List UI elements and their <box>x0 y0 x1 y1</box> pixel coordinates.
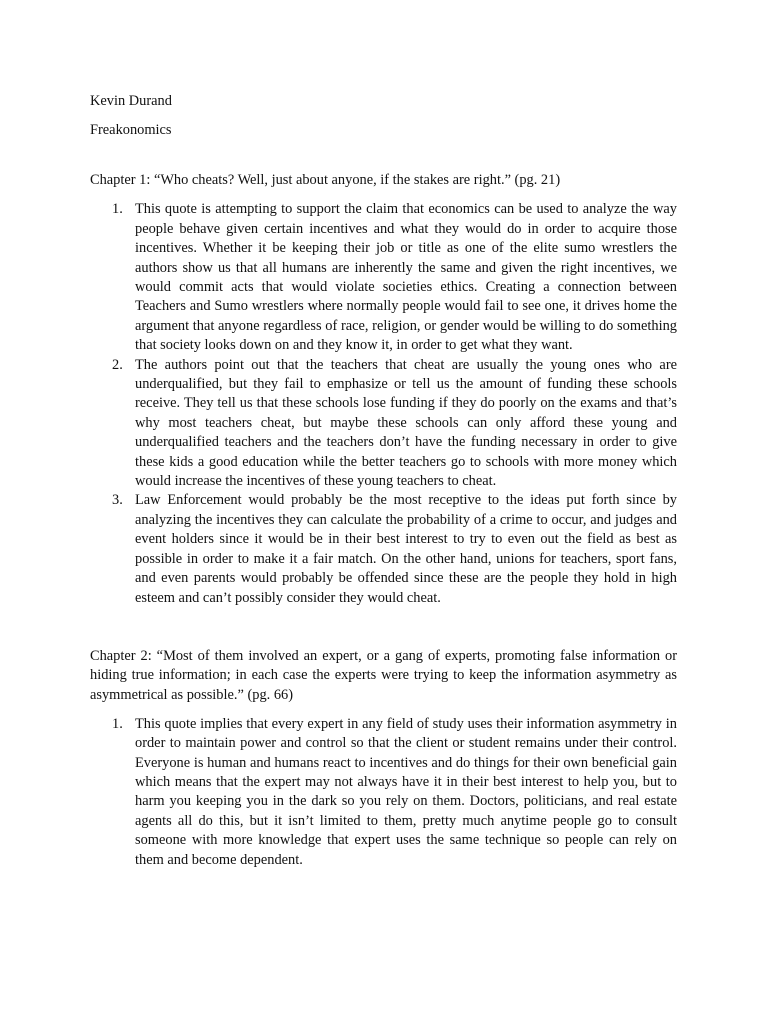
document-page <box>90 92 677 870</box>
list-number: 3. <box>112 492 123 509</box>
chapter-1-heading: Chapter 1: “Who cheats? Well, just about anyone, if the stakes are right.” (pg. 21) <box>90 172 561 189</box>
list-number: 2. <box>112 356 123 373</box>
chapter-1-answers <box>90 200 677 608</box>
list-item-text: Law Enforcement would probably be the most receptive to the ideas put forth since by analyzing the incentives they can calculate the probability of a crime to occur, and judges and event holders since it would be in their best interest to try to even out the field as best as possible in order to make it a fair match. On the other hand, unions for teachers, sport fans, and even parents would probably be offended since these are the people they hold in high esteem and can’t possibly consider they would cheat. <box>135 492 677 606</box>
chapter-2-heading: Chapter 2: “Most of them involved an expert, or a gang of experts, promoting false information or hiding true information; in each case the experts were trying to keep the information asymmetry as asymmetrical as possible.” (pg. 66) <box>90 647 677 703</box>
list-item <box>90 200 677 355</box>
list-item <box>90 356 677 492</box>
list-item <box>90 491 677 607</box>
list-number: 1. <box>112 201 123 218</box>
list-item-text: The authors point out that the teachers that cheat are usually the young ones who are underqualified, but they fail to emphasize or tell us the amount of funding these schools receive. They tell us that these schools lose funding if they do poorly on the exams and that’s why most teachers cheat, but maybe these schools can only afford these young and underqualified teachers and the teachers don’t have the funding necessary in order to give these kids a good education while the better teachers go to schools with more money which would increase the incentives of these young teachers to cheat. <box>135 356 677 490</box>
list-item-text: This quote implies that every expert in any field of study uses their information asymmetry in order to maintain power and control so that the client or student remains under their control. Everyone is human and humans react to incentives and do things for their own beneficial gain which means that the expert may not always have it in their best interest to help you, but to harm you keeping you in the dark so you rely on them. Doctors, politicians, and real estate agents all do this, but it isn’t limited to them, pretty much anytime people go to consult someone with more knowledge that expert uses the same technique so people can rely on them and become dependent. <box>135 715 677 868</box>
list-number: 1. <box>112 715 123 732</box>
list-item-text: This quote is attempting to support the claim that economics can be used to analyze the way people behave given certain incentives and what they would do in order to acquire those incentives. Whether it be keeping their job or title as one of the elite sumo wrestlers the authors show us that all humans are inherently the same and given the right incentives, we would commit acts that would violate societies ethics. Creating a connection between Teachers and Sumo wrestlers where normally people would fail to see one, it drives home the argument that anyone regardless of race, religion, or gender would be willing to do something that society looks down on and they know it, in order to get what they want. <box>135 201 677 354</box>
chapter-2-answers <box>90 715 677 870</box>
course-title: Freakonomics <box>90 121 172 138</box>
list-item <box>90 715 677 870</box>
author-name: Kevin Durand <box>90 93 172 109</box>
chapter-1-section <box>90 171 677 608</box>
chapter-2-section <box>90 647 677 870</box>
